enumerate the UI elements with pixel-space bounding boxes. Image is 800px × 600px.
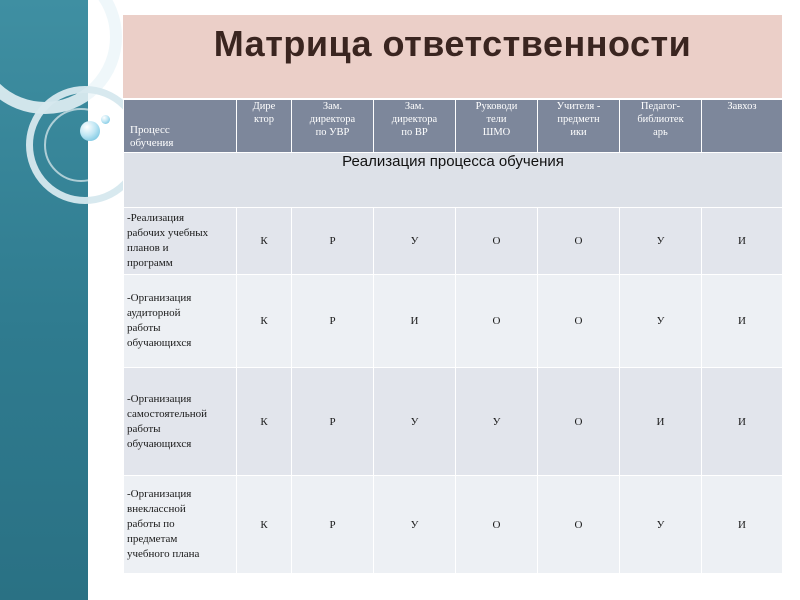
responsibility-cell: У (374, 476, 456, 574)
section-title: Реализация процесса обучения (124, 153, 783, 208)
process-label: -Организация самостоятельной работы обучающихся (124, 368, 237, 476)
table-row (124, 275, 783, 368)
responsibility-cell: И (702, 275, 783, 368)
column-header: Дире ктор (237, 100, 292, 153)
responsibility-cell: О (538, 368, 620, 476)
responsibility-cell: К (237, 275, 292, 368)
column-header: Зам. директора по УВР (292, 100, 374, 153)
title-panel (123, 15, 782, 98)
responsibility-cell: И (620, 368, 702, 476)
responsibility-cell: О (456, 208, 538, 275)
responsibility-cell: К (237, 476, 292, 574)
responsibility-cell: Р (292, 476, 374, 574)
responsibility-cell: Р (292, 368, 374, 476)
process-label: -Реализация рабочих учебных планов и программ (124, 208, 237, 275)
responsibility-cell: О (456, 476, 538, 574)
table-row (124, 476, 783, 574)
responsibility-cell: У (456, 368, 538, 476)
responsibility-cell: У (620, 476, 702, 574)
table-row (124, 368, 783, 476)
decorative-bubble (80, 121, 100, 141)
column-header: Руководи тели ШМО (456, 100, 538, 153)
responsibility-cell: У (374, 208, 456, 275)
header-row (124, 100, 783, 153)
responsibility-cell: У (620, 275, 702, 368)
column-header: Зам. директора по ВР (374, 100, 456, 153)
column-header: Учителя - предметн ики (538, 100, 620, 153)
column-header: Педагог- библиотек арь (620, 100, 702, 153)
page-title: Матрица ответственности (213, 23, 692, 64)
section-row (124, 153, 783, 208)
table-row (124, 208, 783, 275)
responsibility-cell: И (374, 275, 456, 368)
responsibility-cell: И (702, 208, 783, 275)
column-header: Завхоз (702, 100, 783, 153)
responsibility-cell: Р (292, 208, 374, 275)
responsibility-cell: И (702, 368, 783, 476)
responsibility-cell: О (538, 275, 620, 368)
responsibility-cell: К (237, 208, 292, 275)
decorative-side-band (0, 0, 88, 600)
column-header: Процесс обучения (124, 100, 237, 153)
responsibility-cell: К (237, 368, 292, 476)
responsibility-cell: У (620, 208, 702, 275)
responsibility-cell: Р (292, 275, 374, 368)
responsibility-cell: И (702, 476, 783, 574)
responsibility-cell: У (374, 368, 456, 476)
responsibility-cell: О (538, 476, 620, 574)
process-label: -Организация внеклассной работы по предметам учебного плана (124, 476, 237, 574)
decorative-bubble (101, 115, 110, 124)
process-label: -Организация аудиторной работы обучающихся (124, 275, 237, 368)
responsibility-cell: О (456, 275, 538, 368)
responsibility-cell: О (538, 208, 620, 275)
responsibility-matrix-table (123, 99, 783, 574)
